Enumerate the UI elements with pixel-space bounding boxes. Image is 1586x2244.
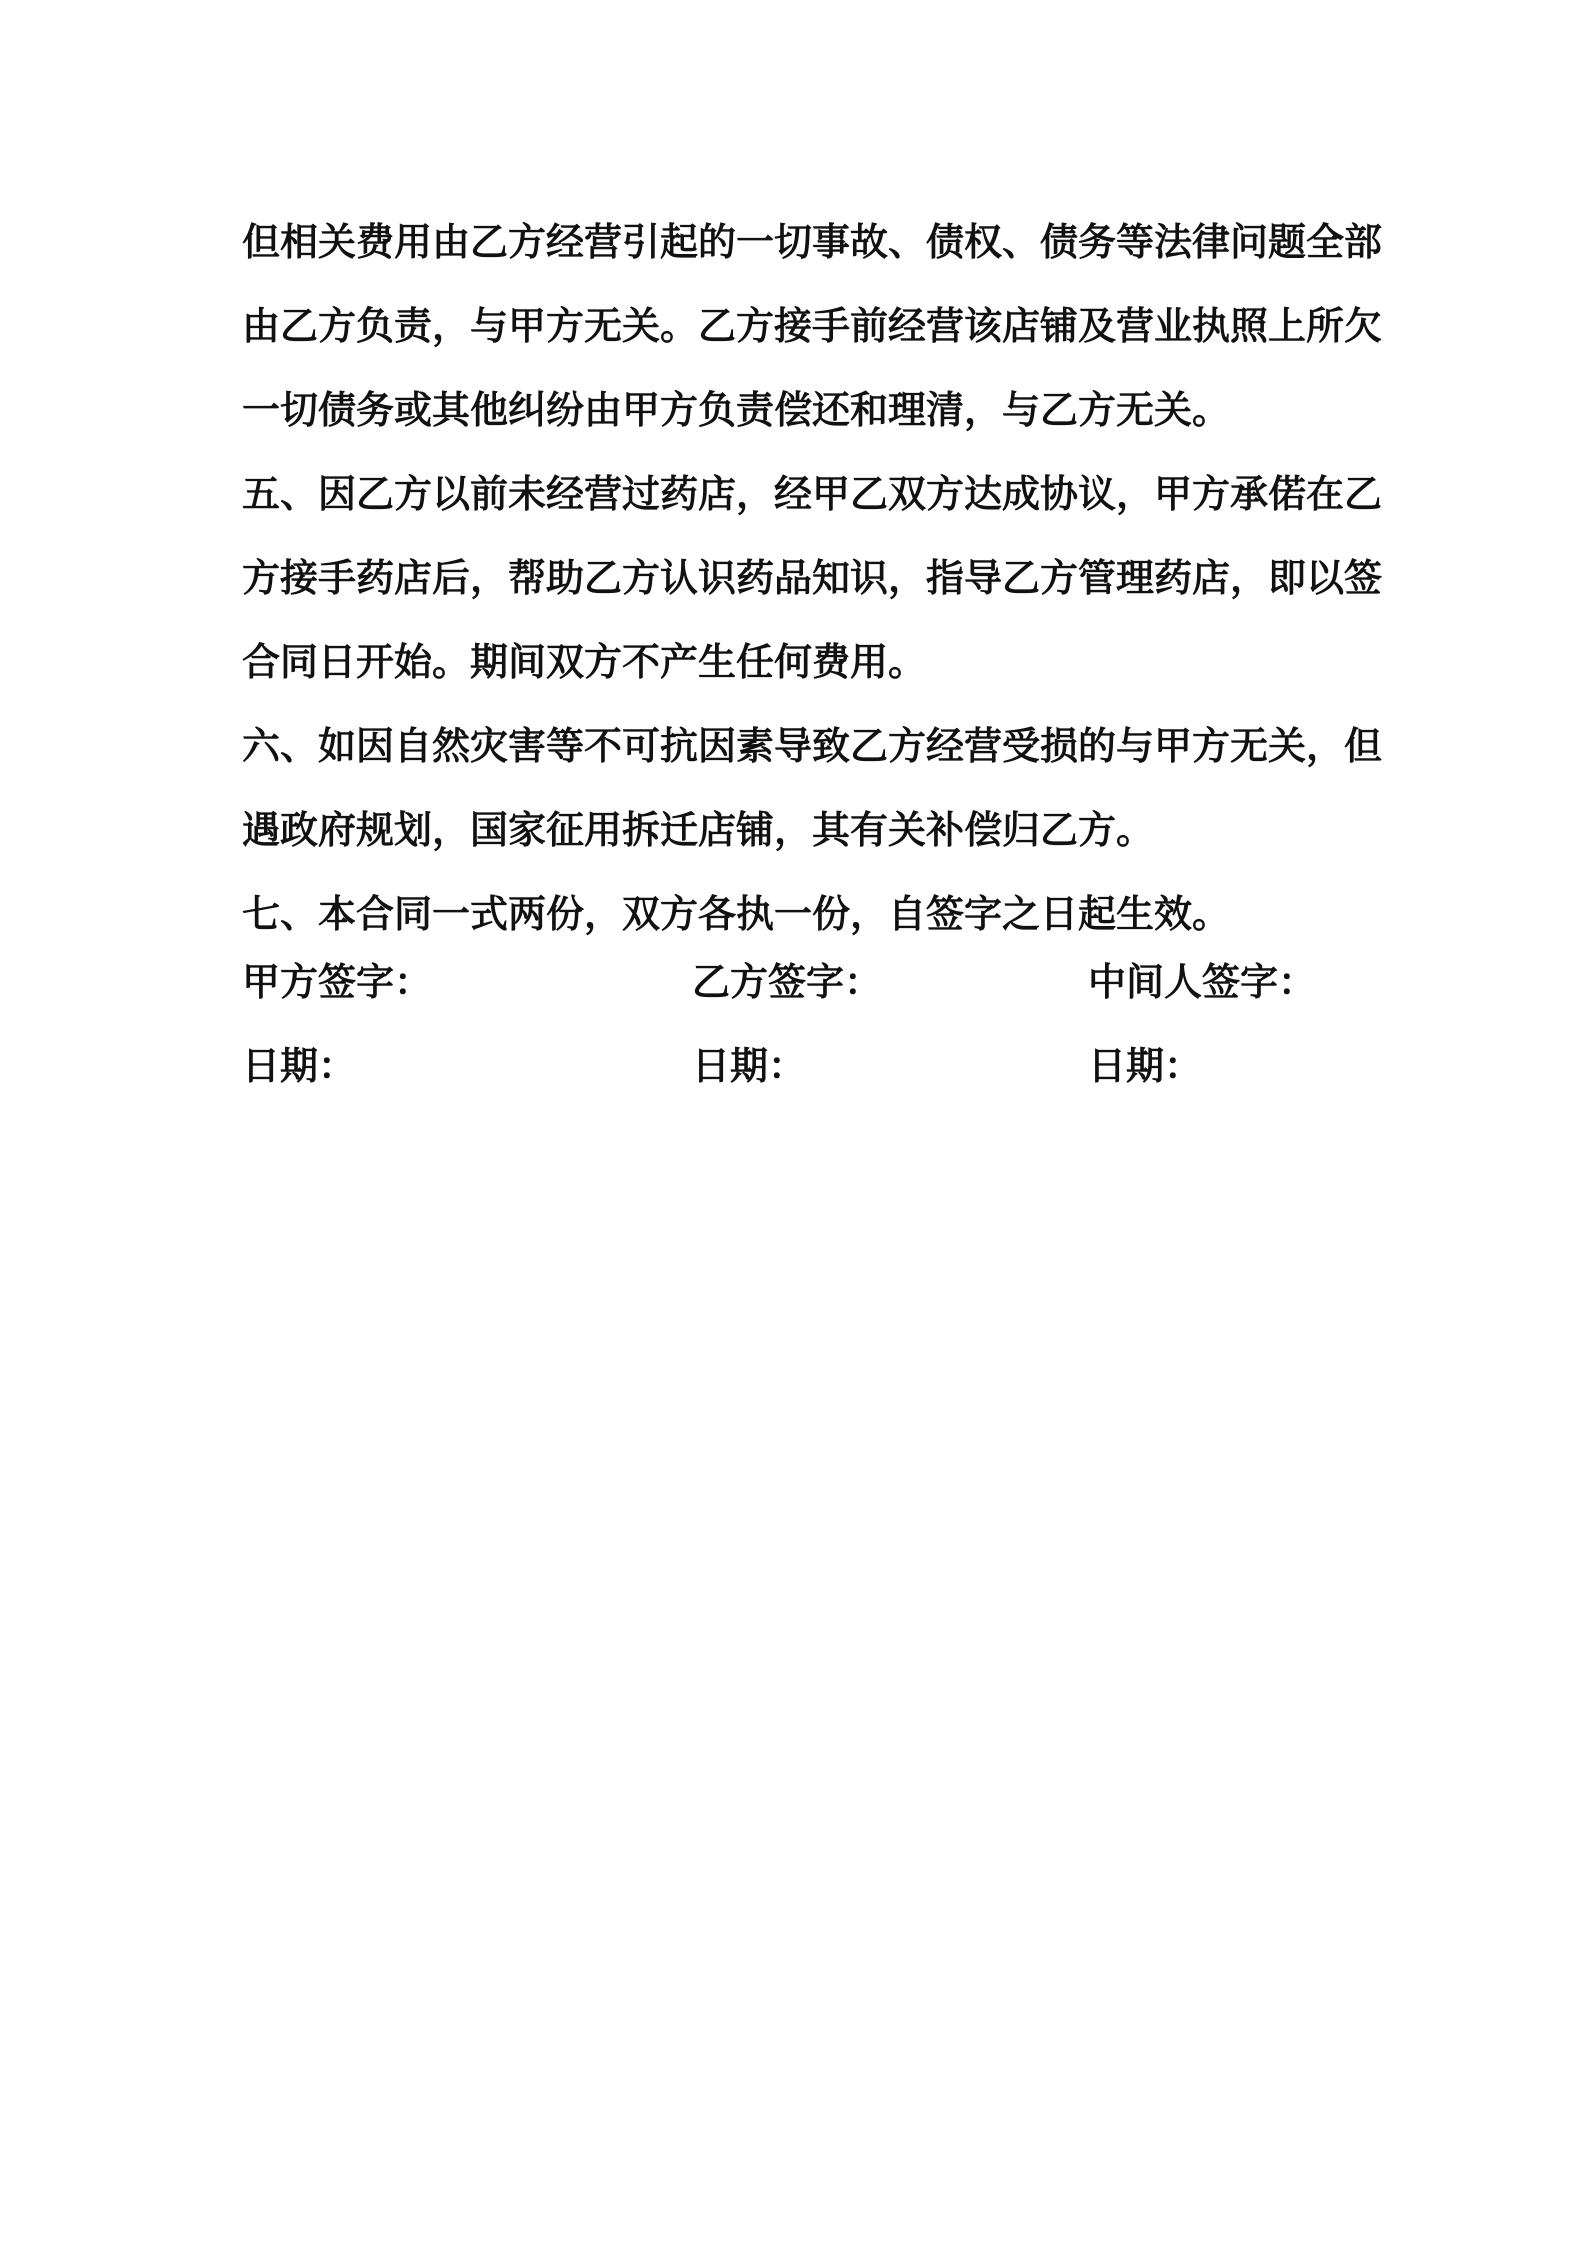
contract-body (242, 200, 1383, 956)
signature-row (242, 940, 1354, 1024)
clause-five-line: 五、因乙方以前未经营过药店，经甲乙双方达成协议，甲方承偌在乙 (242, 472, 1383, 516)
text-line: 合同日开始。期间双方不产生任何费用。 (242, 640, 927, 684)
middleman-signature-label: 中间人签字： (1088, 960, 1317, 1004)
party-b-date-label: 日期： (692, 1044, 807, 1088)
clause-six-line: 六、如因自然灾害等不可抗因素导致乙方经营受损的与甲方无关，但 (242, 724, 1383, 768)
text-line: 遇政府规划，国家征用拆迁店铺，其有关补偿归乙方。 (242, 808, 1155, 852)
clause-seven-line: 七、本合同一式两份，双方各执一份，自签字之日起生效。 (242, 892, 1231, 936)
date-row (242, 1024, 1354, 1108)
text-line: 方接手药店后，帮助乙方认识药品知识，指导乙方管理药店，即以签 (242, 556, 1383, 600)
text-line: 由乙方负责，与甲方无关。乙方接手前经营该店铺及营业执照上所欠 (242, 304, 1383, 348)
party-a-signature-label: 甲方签字： (242, 960, 433, 1004)
party-a-date-label: 日期： (242, 1044, 357, 1088)
text-line: 一切债务或其他纠纷由甲方负责偿还和理清，与乙方无关。 (242, 388, 1231, 432)
text-line: 但相关费用由乙方经营引起的一切事故、债权、债务等法律问题全部 (242, 220, 1383, 264)
party-b-signature-label: 乙方签字： (692, 960, 883, 1004)
middleman-date-label: 日期： (1088, 1044, 1203, 1088)
